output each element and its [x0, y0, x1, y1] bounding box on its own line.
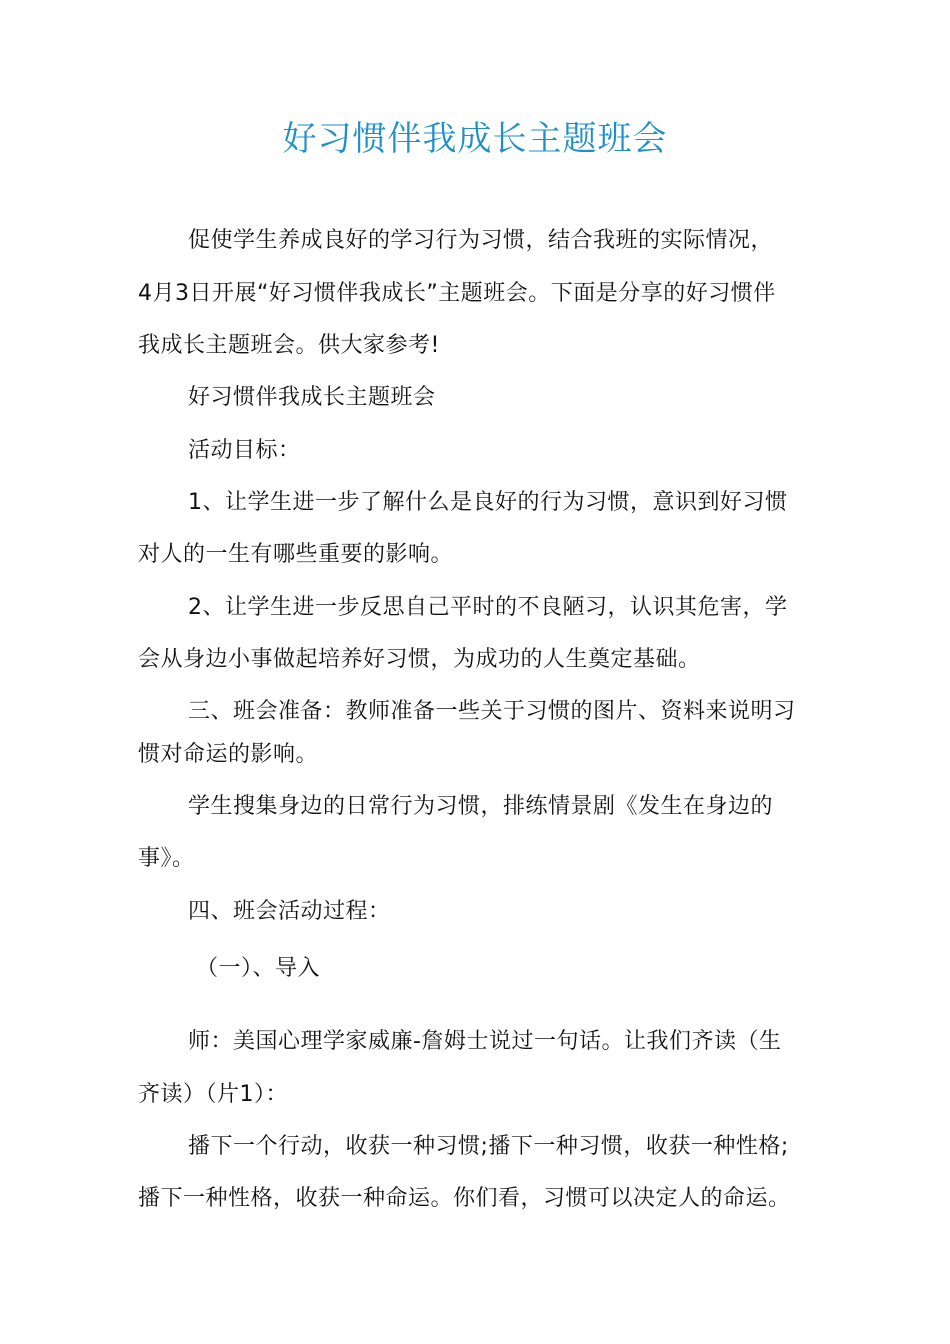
- paragraph-line: 对人的一生有哪些重要的影响。: [138, 542, 454, 567]
- section-heading: （一）、导入: [196, 956, 321, 981]
- paragraph-line: 齐读）（片1）：: [138, 1082, 288, 1107]
- paragraph-line: 播下一个行动，收获一种习惯;播下一种习惯，收获一种性格;: [188, 1134, 789, 1159]
- paragraph-line: 三、班会准备：教师准备一些关于习惯的图片、资料来说明习: [188, 699, 796, 724]
- paragraph-line: 师：美国心理学家威廉-詹姆士说过一句话。让我们齐读（生: [188, 1029, 782, 1054]
- paragraph-line: 1、让学生进一步了解什么是良好的行为习惯，意识到好习惯: [188, 490, 788, 515]
- paragraph-line: 促使学生养成良好的学习行为习惯，结合我班的实际情况，: [188, 228, 774, 253]
- paragraph-line: 惯对命运的影响。: [138, 742, 319, 767]
- paragraph-line: 4月3日开展“好习惯伴我成长”主题班会。下面是分享的好习惯伴: [138, 281, 776, 306]
- document-title: 好习惯伴我成长主题班会: [282, 119, 668, 159]
- paragraph-line: 会从身边小事做起培养好习惯，为成功的人生奠定基础。: [138, 647, 701, 672]
- paragraph-line: 学生搜集身边的日常行为习惯，排练情景剧《发生在身边的: [188, 794, 774, 819]
- section-heading: 好习惯伴我成长主题班会: [188, 385, 436, 410]
- paragraph-line: 我成长主题班会。供大家参考!: [138, 333, 440, 358]
- section-heading: 活动目标：: [188, 438, 301, 463]
- paragraph-line: 事》。: [138, 846, 195, 871]
- paragraph-line: 播下一种性格，收获一种命运。你们看，习惯可以决定人的命运。: [138, 1186, 791, 1211]
- paragraph-line: 2、让学生进一步反思自己平时的不良陋习，认识其危害，学: [188, 595, 788, 620]
- section-heading: 四、班会活动过程：: [188, 899, 391, 924]
